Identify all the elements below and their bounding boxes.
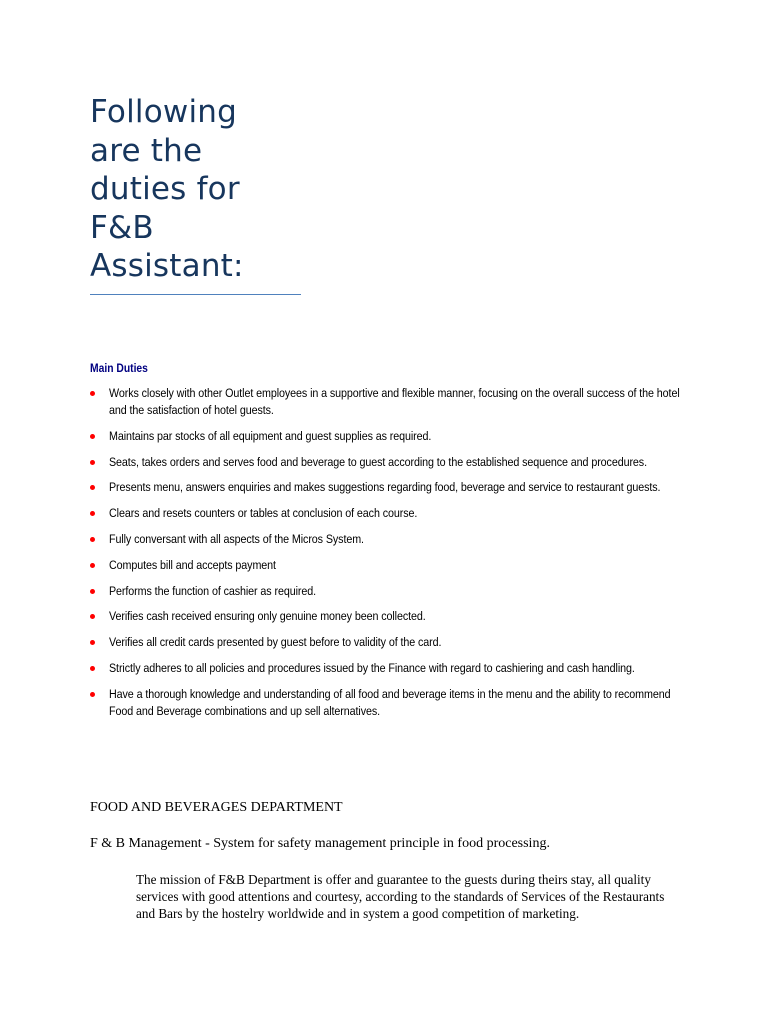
bullet-icon bbox=[90, 640, 95, 645]
list-item bbox=[90, 505, 690, 522]
duty-text: Fully conversant with all aspects of the Micros System. bbox=[109, 531, 364, 546]
duty-text: Clears and resets counters or tables at conclusion of each course. bbox=[109, 506, 418, 521]
bullet-icon bbox=[90, 511, 95, 516]
duty-text: Have a thorough knowledge and understanding of all food and beverage items in the menu and the ability to recommend Food and Beverage combinations and up sell alternatives. bbox=[109, 686, 671, 718]
bullet-icon bbox=[90, 563, 95, 568]
list-item bbox=[90, 634, 690, 651]
duty-text: Verifies all credit cards presented by guest before to validity of the card. bbox=[109, 635, 442, 650]
duty-text: Performs the function of cashier as required. bbox=[109, 583, 317, 598]
list-item bbox=[90, 557, 690, 574]
list-item bbox=[90, 660, 690, 677]
list-item bbox=[90, 454, 690, 471]
bullet-icon bbox=[90, 614, 95, 619]
list-item bbox=[90, 385, 690, 419]
page-title: Following are the duties for F&B Assistant: bbox=[90, 94, 244, 284]
bullet-icon bbox=[90, 485, 95, 490]
bullet-icon bbox=[90, 666, 95, 671]
duty-text: Strictly adheres to all policies and procedures issued by the Finance with regard to cashiering and cash handling. bbox=[109, 660, 635, 675]
list-item bbox=[90, 428, 690, 445]
duty-text: Computes bill and accepts payment bbox=[109, 557, 276, 572]
list-item bbox=[90, 583, 690, 600]
bullet-icon bbox=[90, 460, 95, 465]
management-line: F & B Management - System for safety management principle in food processing. bbox=[90, 836, 550, 851]
list-item bbox=[90, 531, 690, 548]
list-item bbox=[90, 479, 690, 496]
bullet-icon bbox=[90, 589, 95, 594]
duty-text: Verifies cash received ensuring only genuine money been collected. bbox=[109, 609, 426, 624]
bullet-icon bbox=[90, 692, 95, 697]
duties-list bbox=[90, 385, 690, 729]
section-heading-main-duties: Main Duties bbox=[90, 361, 148, 375]
mission-paragraph: The mission of F&B Department is offer and guarantee to the guests during theirs stay, all quality services with good attentions and courtesy, according to the standards of Services of the Restaurants and Bars by the hostelry worldwide and in system a good competition of marketing. bbox=[136, 872, 665, 921]
duty-text: Maintains par stocks of all equipment and guest supplies as required. bbox=[109, 428, 432, 443]
bullet-icon bbox=[90, 537, 95, 542]
department-heading: FOOD AND BEVERAGES DEPARTMENT bbox=[90, 800, 343, 815]
title-underline bbox=[90, 294, 301, 295]
duty-text: Presents menu, answers enquiries and makes suggestions regarding food, beverage and service to restaurant guests. bbox=[109, 480, 661, 495]
duty-text: Seats, takes orders and serves food and beverage to guest according to the established sequence and procedures. bbox=[109, 454, 647, 469]
list-item bbox=[90, 686, 690, 720]
bullet-icon bbox=[90, 434, 95, 439]
duty-text: Works closely with other Outlet employees in a supportive and flexible manner, focusing on the overall success of the hotel and the satisfaction of hotel guests. bbox=[109, 386, 680, 417]
list-item bbox=[90, 608, 690, 625]
bullet-icon bbox=[90, 391, 95, 396]
